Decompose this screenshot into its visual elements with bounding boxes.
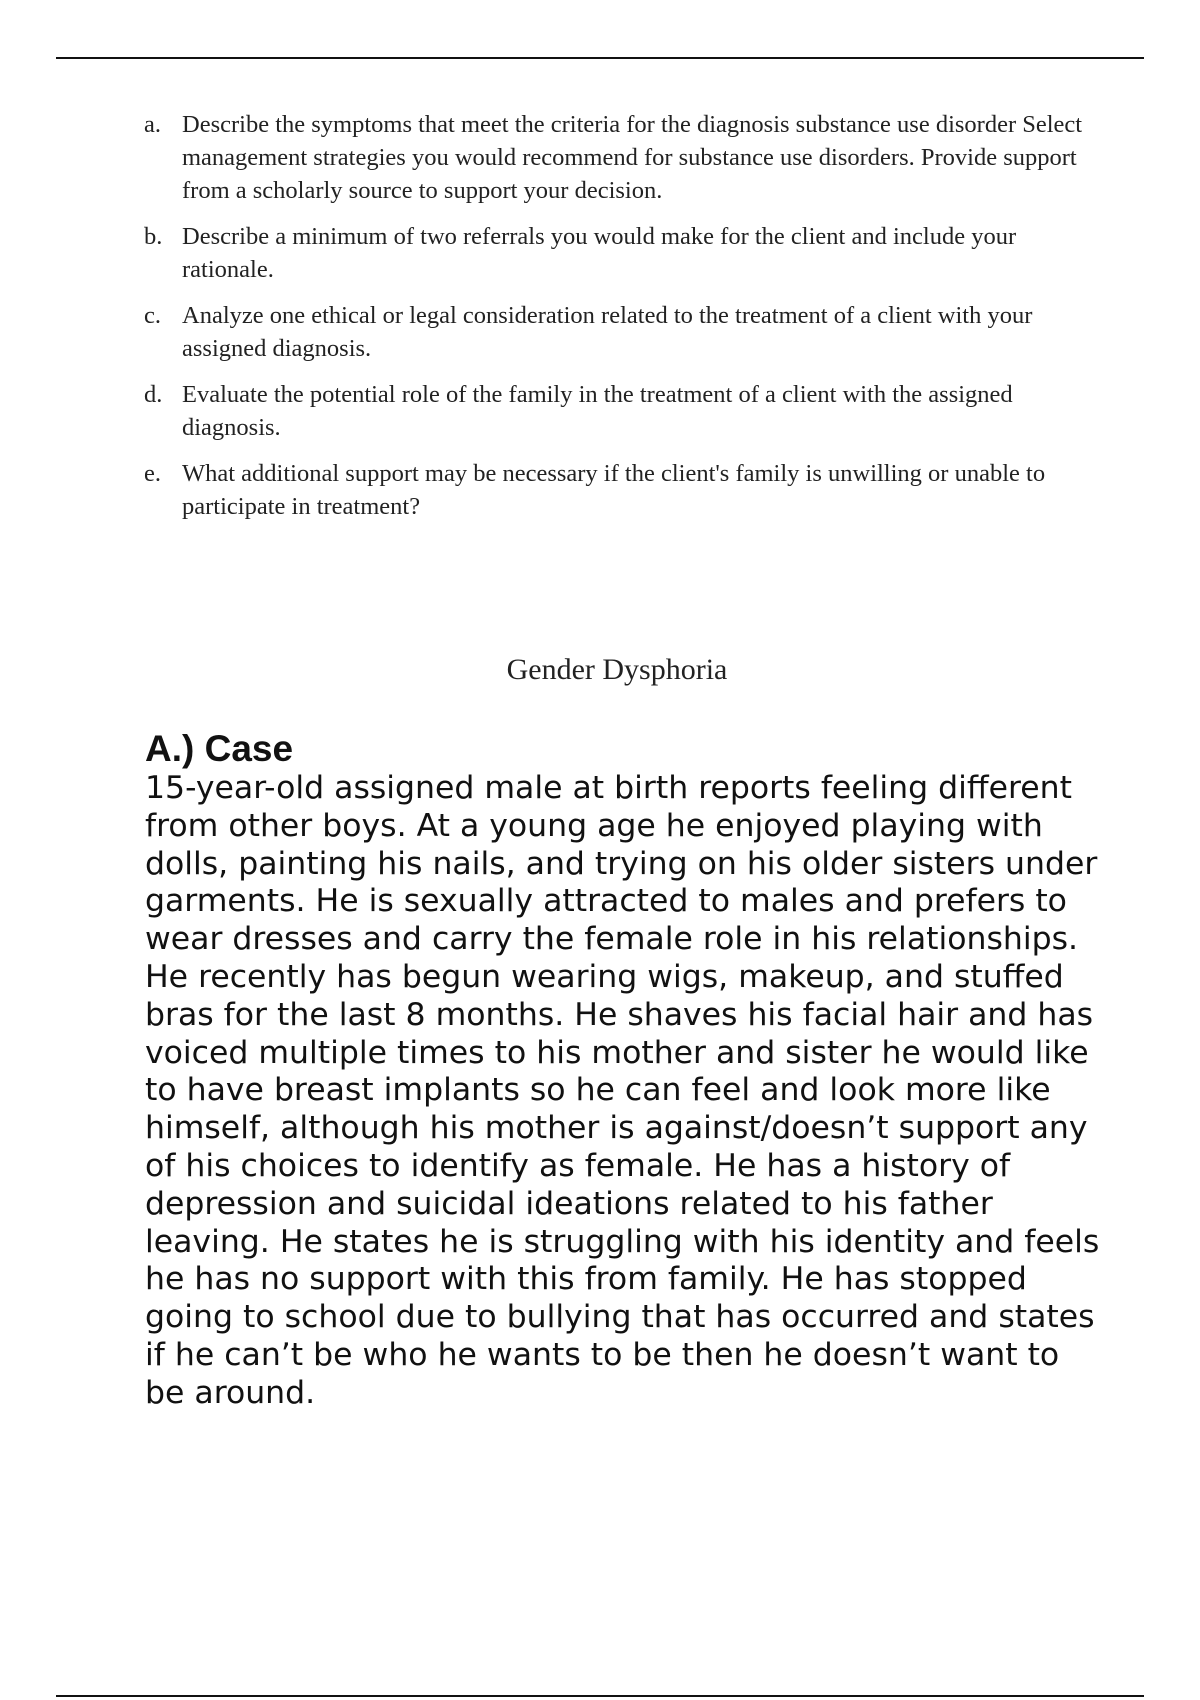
question-letter: b. <box>144 223 163 250</box>
question-letter: a. <box>144 111 161 138</box>
question-text: Evaluate the potential role of the family in the treatment of a client with the assigned diagnosis. <box>182 381 1013 441</box>
question-item-d <box>140 378 1100 444</box>
bottom-divider <box>56 1695 1144 1697</box>
question-letter: d. <box>144 381 163 408</box>
case-heading: A.) Case <box>145 728 294 769</box>
question-item-a <box>140 108 1100 207</box>
top-divider <box>56 57 1144 59</box>
section-title: Gender Dysphoria <box>506 653 728 686</box>
question-item-e <box>140 457 1100 523</box>
question-text: Describe the symptoms that meet the criteria for the diagnosis substance use disorder Select management strategies you would recommend for substance use disorders. Provide support from a scholarly source to support your decision. <box>182 111 1083 204</box>
question-item-c <box>140 299 1100 365</box>
question-text: Analyze one ethical or legal consideration related to the treatment of a client with your assigned diagnosis. <box>182 302 1033 362</box>
question-list <box>140 108 1100 536</box>
question-letter: c. <box>144 302 161 329</box>
case-body: 15-year-old assigned male at birth reports feeling different from other boys. At a young age he enjoyed playing with dolls, painting his nails, and trying on his older sisters under garments. He is sexually attracted to males and prefers to wear dresses and carry the female role in his relationships. He recently has begun wearing wigs, makeup, and stuffed bras for the last 8 months. He shaves his facial hair and has voiced multiple times to his mother and sister he would like to have breast implants so he can feel and look more like himself, although his mother is against/doesn’t support any of his choices to identify as female. He has a history of depression and suicidal ideations related to his father leaving. He states he is struggling with his identity and feels he has no support with this from family. He has stopped going to school due to bullying that has occurred and states if he can’t be who he wants to be then he doesn’t want to be around. <box>145 770 1100 1411</box>
question-text: What additional support may be necessary if the client's family is unwilling or unable to participate in treatment? <box>182 460 1046 520</box>
question-item-b <box>140 220 1100 286</box>
question-text: Describe a minimum of two referrals you would make for the client and include your rationale. <box>182 223 1017 283</box>
question-letter: e. <box>144 460 161 487</box>
